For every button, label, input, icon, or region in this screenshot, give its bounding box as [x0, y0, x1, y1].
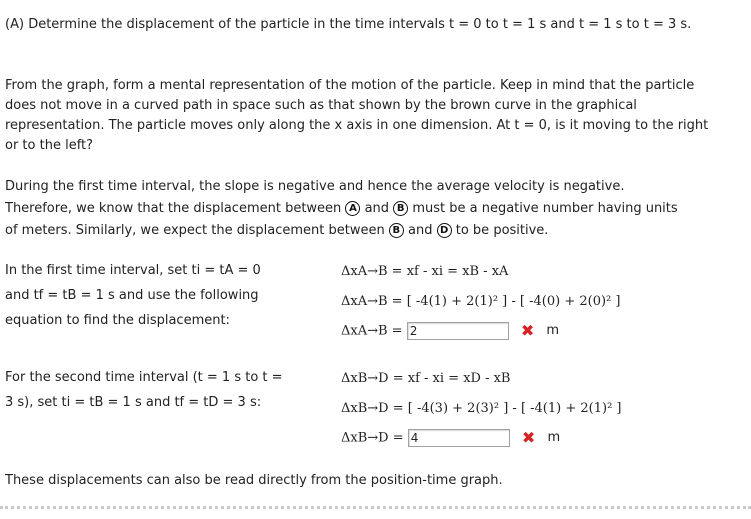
interval2-eq3	[341, 429, 560, 448]
slope-line-3a: of meters. Similarly, we expect the displacement between	[5, 223, 385, 238]
slope-line-2a: Therefore, we know that the displacement between	[5, 201, 342, 216]
interval2-answer-input[interactable]: 4	[408, 429, 510, 447]
interval1-eq1: ΔxA→B = xf - xi = xB - xA	[341, 264, 509, 279]
and-text: and	[364, 201, 390, 216]
slope-line-3b: to be positive.	[455, 223, 549, 238]
interval2-eq2: ΔxB→D = [ -4(3) + 2(3)² ] - [ -4(1) + 2(1)² ]	[341, 401, 622, 416]
point-b-marker: B	[393, 201, 408, 216]
question-label: (A)	[5, 17, 25, 32]
question-text	[5, 15, 710, 35]
interval2-eq3-label: ΔxB→D =	[341, 430, 404, 446]
x-mark-icon: ✖	[520, 321, 535, 340]
interval1-eq3	[341, 322, 559, 341]
interval2-eq1: ΔxB→D = xf - xi = xD - xB	[341, 371, 511, 386]
interval1-eq2: ΔxA→B = [ -4(1) + 2(1)² ] - [ -4(0) + 2(0)² ]	[341, 294, 621, 309]
x-mark-icon: ✖	[521, 428, 536, 447]
divider	[0, 506, 751, 509]
point-a-marker: A	[345, 201, 360, 216]
interval1-description: In the first time interval, set ti = tA = 0 and tf = tB = 1 s and use the following equation to find the displacement:	[5, 263, 261, 328]
question-body: Determine the displacement of the particle in the time intervals t = 0 to t = 1 s and t = 1 s to t = 3 s.	[28, 17, 692, 32]
slope-line-2b: must be a negative number having units	[412, 201, 678, 216]
interval2-unit: m	[547, 430, 561, 445]
point-b-marker-2: B	[389, 223, 404, 238]
point-d-marker: D	[437, 223, 452, 238]
and-text-2: and	[408, 223, 433, 238]
guidance-paragraph: From the graph, form a mental representation of the motion of the particle. Keep in mind that the particle does not move in a curved path in space such as that shown by the brown curve in the graphical representation. The particle moves only along the x axis in one dimension. At t = 0, is it moving to the right or to the left?	[5, 78, 709, 153]
slope-line-1: During the first time interval, the slope is negative and hence the average velocity is negative.	[5, 179, 625, 194]
interval1-answer-input[interactable]: 2	[407, 322, 509, 340]
interval1-unit: m	[546, 323, 560, 338]
slope-paragraph	[5, 176, 710, 242]
final-note: These displacements can also be read directly from the position-time graph.	[5, 473, 503, 488]
interval2-description: For the second time interval (t = 1 s to t = 3 s), set ti = tB = 1 s and tf = tD = 3 s:	[5, 370, 283, 410]
interval1-eq3-label: ΔxA→B =	[341, 323, 403, 339]
